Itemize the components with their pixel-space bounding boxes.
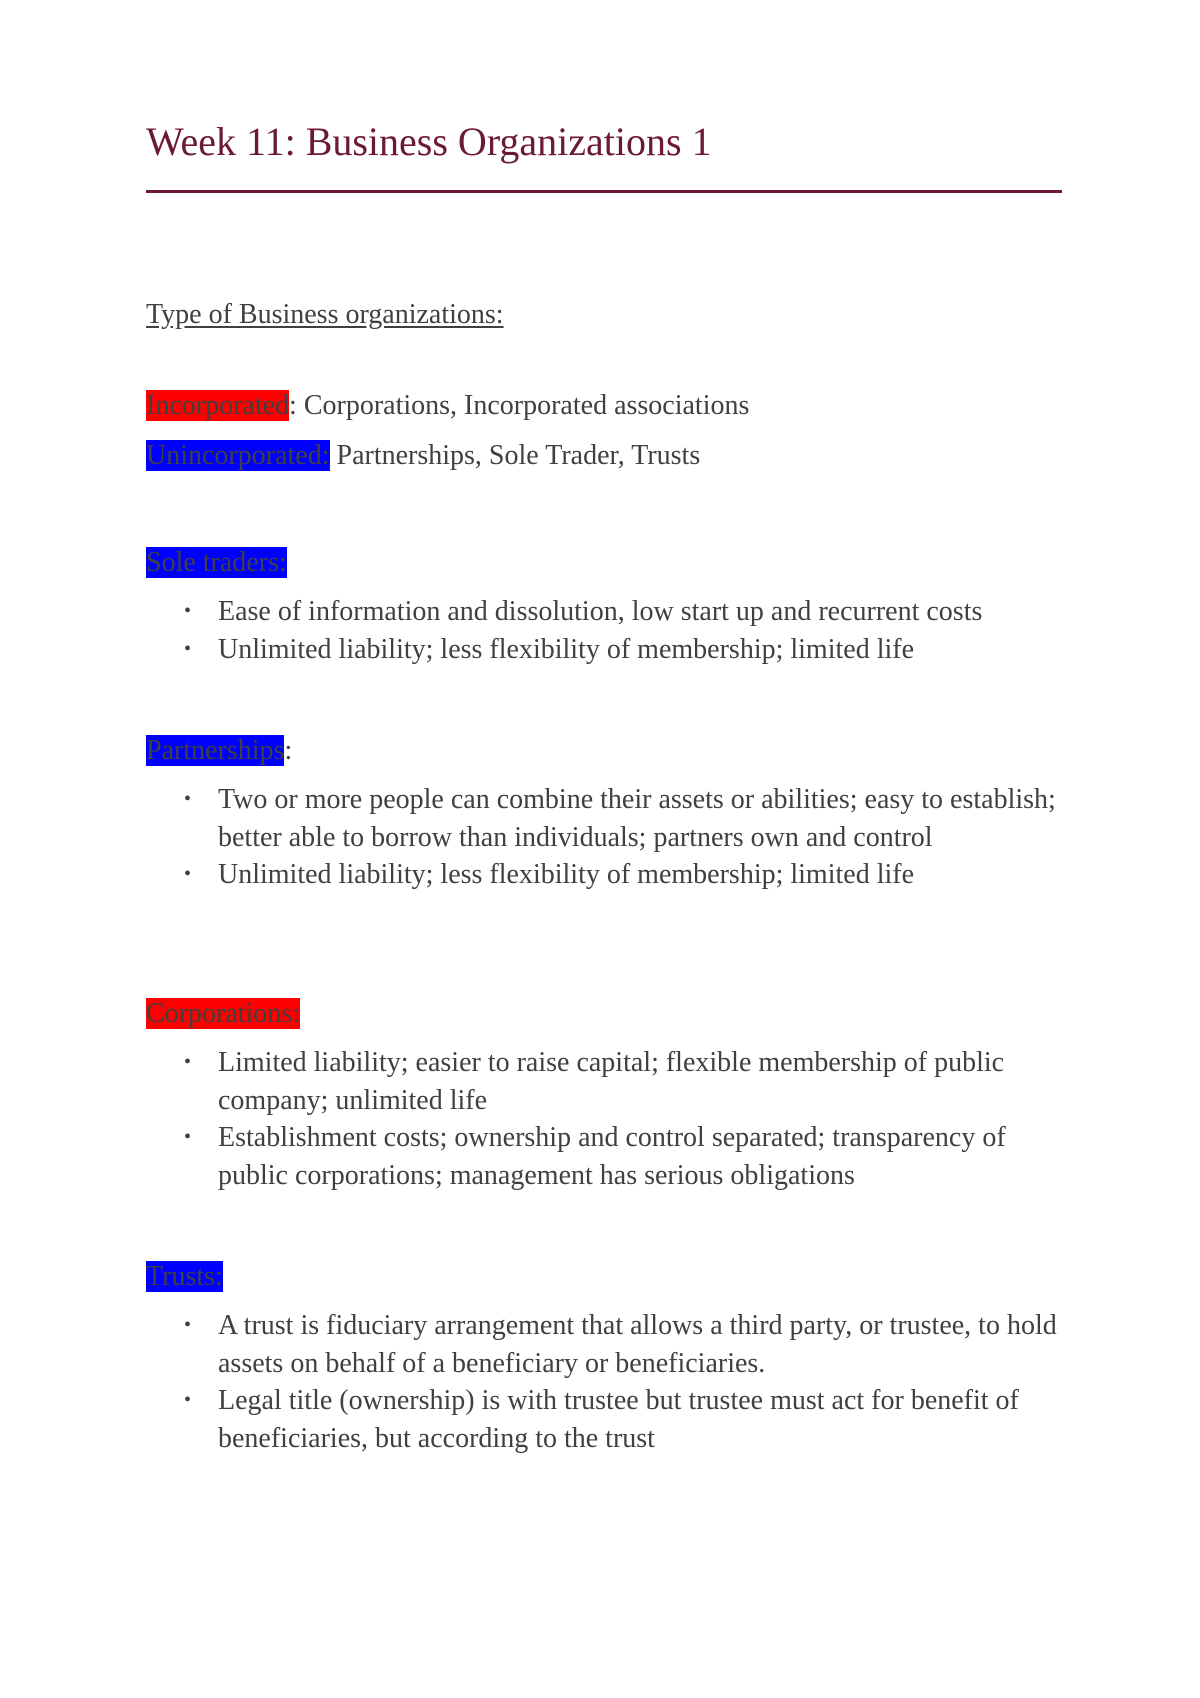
unincorporated-line (146, 439, 700, 473)
list-item (146, 1119, 1066, 1194)
partnerships-label: Partnerships (146, 735, 285, 766)
incorporated-line (146, 389, 749, 423)
trusts-bullet-text: A trust is fiduciary arrangement that allows a third party, or trustee, to hold assets on behalf of a beneficiary or beneficiaries. (218, 1310, 1057, 1379)
sole-traders-bullet-text: Unlimited liability; less flexibility of membership; limited life (218, 633, 915, 665)
trusts-bullet-text: Legal title (ownership) is with trustee but trustee must act for benefit of beneficiaries, but according to the trust (218, 1385, 1019, 1454)
unincorporated-label: Unincorporated: (146, 440, 330, 471)
partnerships-suffix: : (284, 735, 293, 766)
list-item (146, 856, 1066, 894)
corporations-bullet-text: Limited liability; easier to raise capital; flexible membership of public company; unlimited life (218, 1047, 1005, 1116)
types-subheading: Type of Business organizations: (146, 299, 504, 330)
trusts-list (146, 1307, 1066, 1457)
incorporated-text: : Corporations, Incorporated associations (289, 390, 750, 421)
list-item (146, 1307, 1066, 1382)
unincorporated-text: Partnerships, Sole Trader, Trusts (329, 440, 701, 471)
corporations-bullet-text: Establishment costs; ownership and control separated; transparency of public corporations; management has serious obligations (218, 1122, 1006, 1191)
incorporated-label: Incorporated (146, 390, 290, 421)
bullet-icon: • (184, 1389, 192, 1411)
bullet-icon: • (184, 788, 192, 810)
bullet-icon: • (184, 637, 192, 660)
sole-traders-bullet-text: Ease of information and dissolution, low start up and recurrent costs (218, 596, 983, 627)
corporations-heading (146, 997, 300, 1031)
corporations-list (146, 1044, 1066, 1194)
bullet-icon: • (184, 1314, 192, 1336)
list-item (146, 593, 1066, 631)
corporations-label: Corporations: (146, 998, 300, 1029)
list-item (146, 781, 1066, 856)
bullet-icon: • (184, 1051, 192, 1073)
trusts-heading (146, 1260, 223, 1294)
partnerships-bullet-text: Two or more people can combine their assets or abilities; easy to establish; better able to borrow than individuals; partners own and control (218, 784, 1056, 853)
title-divider (146, 190, 1062, 193)
trusts-label: Trusts: (146, 1261, 223, 1292)
list-item (146, 631, 1066, 669)
sole-traders-list (146, 593, 1066, 668)
partnerships-heading (146, 734, 292, 768)
partnerships-list (146, 781, 1066, 894)
list-item (146, 1044, 1066, 1119)
page-title: Week 11: Business Organizations 1 (146, 119, 712, 164)
partnerships-bullet-text: Unlimited liability; less flexibility of membership; limited life (218, 859, 915, 890)
bullet-icon: • (184, 863, 192, 885)
list-item (146, 1382, 1066, 1457)
sole-traders-heading (146, 546, 287, 580)
sole-traders-label: Sole traders: (146, 547, 287, 578)
bullet-icon: • (184, 600, 192, 622)
bullet-icon: • (184, 1126, 192, 1148)
